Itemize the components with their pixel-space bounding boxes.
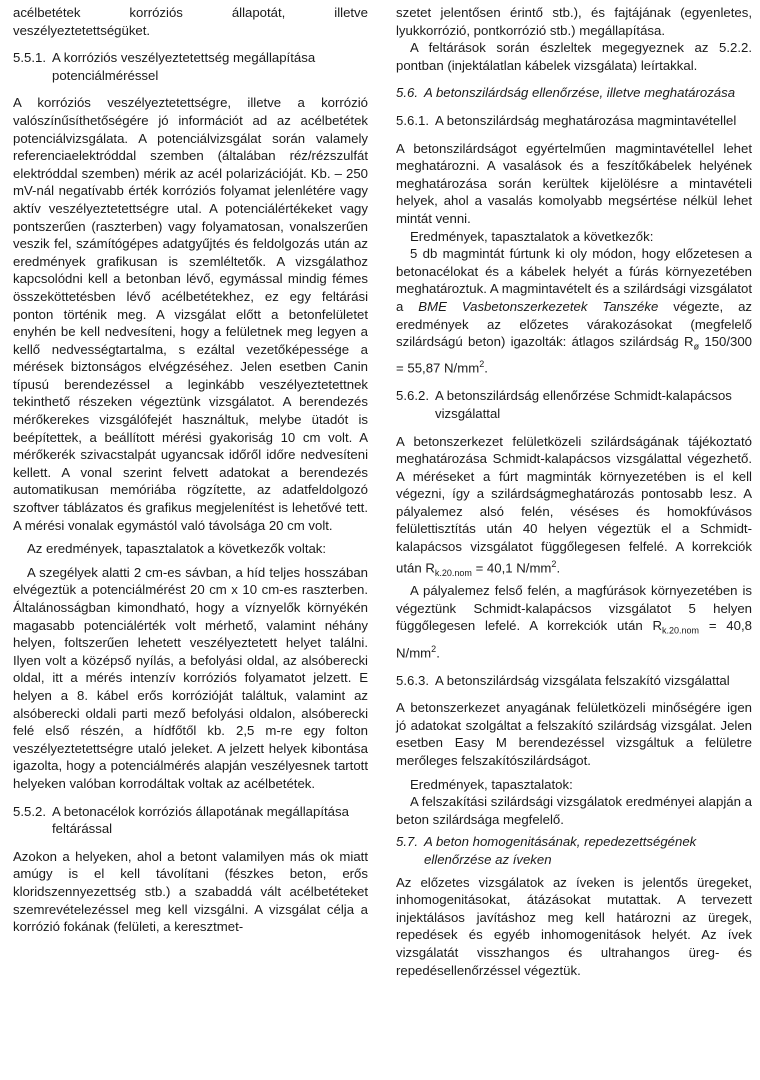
text-run: 5 db magmintát fúrtunk ki oly módon, hogy előzetesen a betonacélokat és a kábelek helyét a fúrás környezetében meghatároztuk. A magmintavételt és a szilárdsági vizsgálatot a <box>396 246 752 314</box>
section-title: A beton homogenitásának, repedezettségének ellenőrzése az íveken <box>424 834 697 868</box>
institution-name: BME Vasbetonszerkezetek Tanszéke <box>418 298 659 314</box>
paragraph: A betonszilárdságot egyértelműen magmintavétellel lehet meghatározni. A vasalások és a feszítőkábelek helyének meghatározása során kerültek kijelölésre a mintavételi helyek, ahol a vasalás komolyabb megsértése nélkül lehet mintát venni. <box>396 140 752 226</box>
subscript: ø <box>693 341 700 352</box>
paragraph: szetet jelentősen érintő stb.), és fajtájának (egyenletes, lyukkorrózió, pontkorrózió stb.) megállapítása. <box>396 5 752 38</box>
section-number: 5.7. <box>396 834 418 850</box>
paragraph: A korróziós veszélyeztetettségre, illetve a korrózió valószínűsíthetőségére jó információt ad az acélbetétek potenciálvizsgálata. A potenciálvizsgálat során valamely referenciaelektróddal szemben (általában réz/rézszulfát elektróddal szemben) mérik az acél polarizációját. Kb. – 250 mV-nál negatívabb érték korróziós folyamat jelenlétére vagy aktív veszélyeztetettségre utal. A potenciálértékeket vagy pontszerűen (raszterben) vagy folyamatosan, vonalszerűen veszik fel, számítógépes adatgyűjtés és feldolgozás után az eredmények grafikusan is szemléltetők. A vizsgálathoz kapcsolódni kell a betonban lévő, egymással mindig fémes összeköttetésben lévő acélbetétekhez, ez egy feltárási ponton történik meg. A vizsgálat előtt a betonfelületet enyhén be kell nedvesíteni, hogy a felületnek meg legyen a kellő nedvességtartalma, s ezáltal vezetőképessége a mérések biztonságos elvégzéséhez. Jelen esetben Canin típusú berendezéssel a leginkább veszélyeztetettnek tekinthető részeken végeztünk vizsgálatot. A berendezés mérőkerekes vizsgálófejét használtuk, melybe ütadót is beépítettek, a beállított mérési gyakoriság 10 cm volt. A mérőkerék szivacstalpát ugyancsak időről időre nedvesíteni kellett. A vonal szerint felvett adatokat a berendezés automatikusan memóriába rögzítette, az adatfeldolgozó szoftver táblázatos és grafikus megjelenítést is lehetővé tett. A mérési vonalak egymástól való távolsága 20 cm volt. <box>13 95 368 533</box>
section-heading-5-6-1 <box>396 112 752 130</box>
section-title: A betonszilárdság meghatározása magmintavétellel <box>435 112 737 128</box>
paragraph <box>396 582 752 661</box>
text-run: . <box>556 560 561 576</box>
section-number: 5.6. <box>396 85 418 101</box>
text-run: A pályalemez felső felén, a magfúrások környezetében is végeztünk Schmidt-kalapácsos vizsgálatot 5 helyen függőlegesen lefelé. A korrekciók után R <box>396 583 752 634</box>
section-title: A korróziós veszélyeztetettség megállapítása potenciálméréssel <box>52 50 316 83</box>
section-heading-5-5-1 <box>13 49 368 84</box>
text-run: . <box>436 645 440 661</box>
section-title: A betonszilárdság ellenőrzése Schmidt-kalapácsos vizsgálattal <box>435 388 732 421</box>
left-column <box>13 4 368 936</box>
section-number: 5.6.2. <box>396 388 429 404</box>
section-title: A betonszilárdság vizsgálata felszakító vizsgálattal <box>435 672 730 688</box>
section-number: 5.5.1. <box>13 50 46 66</box>
section-heading-5-5-2 <box>13 803 368 838</box>
section-title: A betonacélok korróziós állapotának megállapítása feltárással <box>52 803 349 837</box>
section-heading-5-7 <box>396 833 752 868</box>
section-number: 5.6.3. <box>396 672 429 688</box>
subscript: k.20.nom <box>661 626 700 637</box>
text-run: . <box>484 360 488 376</box>
text-run: A betonszerkezet felületközeli szilárdságának tájékoztató meghatározása Schmidt-kalapácsos vizsgálattal végezhető. A méréseket a fúrt magminták környezetében is el kell végezni, így a szilárdságmeghatározás pontosabb lesz. A pályalemez alsó felén, véséses és homokfúvásos felülettisztítás után 40 helyen végeztük el a Schmidt-kalapácsos vizsgálatot függőlegesen felfelé. A korrekciók után R <box>396 433 752 576</box>
paragraph: A szegélyek alatti 2 cm-es sávban, a híd teljes hosszában elvégeztük a potenciálmérést 20 cm x 10 cm-es raszterben. Általánosságban kimondható, hogy a víznyelők környékén magasabb potenciálérték volt mérhető, valamint néhány helyen, foltszerűen lehetett veszélyeztetett helyet találni. Ilyen volt a középső nyílás, a befolyási oldal, az alsóberecki oldal, itt a mérés intenzív korróziós folyamatot jelzett. E helyen a 8. kábel erős korrózióját találtuk, valamint az alsóberecki oldali parti mező befolyási oldalon, alsóberecki felé első részén, a hídfőtől kb. 2,5 m-re egy folton veszélyeztetettségre utaló jeleket. A jelzett helyek kibontása igazolta, hogy a potenciálmérés alapján veszélyesnek tartott helyeken valóban korrodáltak voltak az acélbetétek. <box>13 564 368 791</box>
superscript: 2 <box>479 359 485 370</box>
section-title: A betonszilárdság ellenőrzése, illetve meghatározása <box>424 85 736 101</box>
value: 150/300 = 55,87 N/mm <box>396 334 752 376</box>
section-heading-5-6-2 <box>396 387 752 422</box>
paragraph <box>396 433 752 583</box>
paragraph: Az előzetes vizsgálatok az íveken is jelentős üregeket, inhomogenitásokat, átázásokat mutattak. A tervezett injektálásos javításhoz meg kell határozni az üregek, repedések és egyéb inhomogenitások helyét. Az ívek vizsgálatát visszhangos és ultrahangos üreg- és repedésellenőrzéssel végeztük. <box>396 874 752 978</box>
paragraph: acélbetétek korróziós állapotát, illetve veszélyeztetettségüket. <box>13 5 368 38</box>
paragraph: A feltárások során észleltek megegyeznek az 5.2.2. pontban (injektálatlan kábelek vizsgálata) leírtakkal. <box>396 40 752 73</box>
section-number: 5.5.2. <box>13 803 46 819</box>
value: = 40,1 N/mm <box>475 560 552 576</box>
paragraph <box>396 245 752 377</box>
paragraph: A felszakítási szilárdsági vizsgálatok eredményei alapján a beton szilárdsága megfelelő. <box>396 794 752 827</box>
section-heading-5-6 <box>396 84 752 102</box>
section-heading-5-6-3 <box>396 672 752 690</box>
right-column <box>396 4 752 979</box>
subscript: k.20.nom <box>434 567 472 578</box>
superscript: 2 <box>551 558 557 569</box>
text-run: végezte, az eredmények az előzetes várakozásokat (megfelelő szilárdságú beton) igazolták: átlagos szilárdság R <box>396 298 753 350</box>
paragraph: A betonszerkezet anyagának felületközeli minőségére igen jó adatokat szolgáltat a felszakító szilárdság vizsgálat. Jelen esetben Easy M berendezéssel vizsgáltuk a felületre merőleges felszakítószilárdságot. <box>396 700 752 769</box>
paragraph: Azokon a helyeken, ahol a betont valamilyen más ok miatt amúgy is el kell távolítani (fészkes beton, erős kloridszennyezettség stb.) a szabaddá vált acélbetéteket szemrevételezéssel meg kell vizsgálni. A vizsgálat célja a korrózió fokának (felületi, a keresztmet- <box>13 848 368 935</box>
paragraph: Eredmények, tapasztalatok a következők: <box>410 228 654 244</box>
superscript: 2 <box>431 643 437 654</box>
paragraph: Az eredmények, tapasztalatok a következők voltak: <box>27 541 327 557</box>
section-number: 5.6.1. <box>396 112 429 128</box>
paragraph: Eredmények, tapasztalatok: <box>410 776 573 792</box>
value: = 40,8 N/mm <box>396 618 752 661</box>
